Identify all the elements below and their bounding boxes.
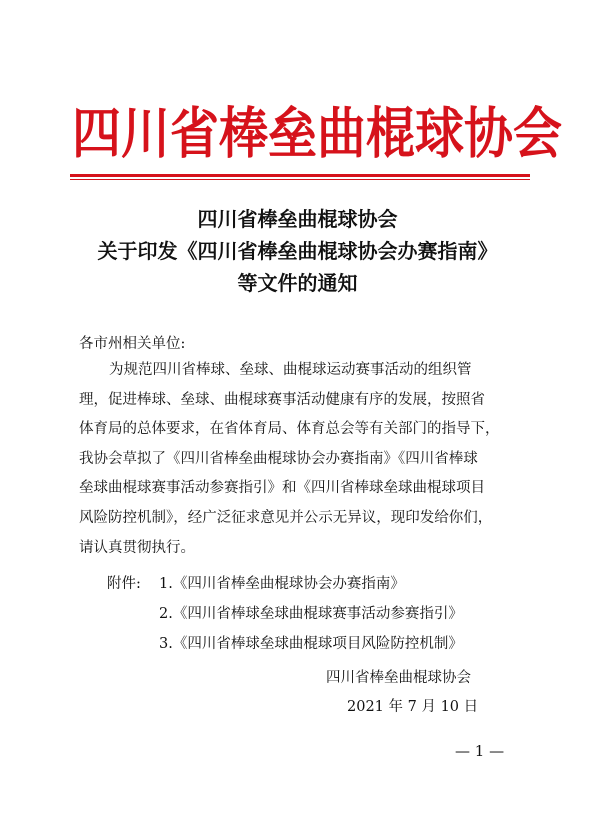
body-line: 请认真贯彻执行。: [79, 539, 195, 556]
notice-title-line-1: 四川省棒垒曲棍球协会: [197, 207, 398, 231]
masthead-rule-thin: [70, 179, 530, 180]
body-line: 垒球曲棍球赛事活动参赛指引》和《四川省棒球垒球曲棍球项目: [79, 480, 485, 497]
body-line: 为规范四川省棒球、垒球、曲棍球运动赛事活动的组织管: [109, 362, 472, 378]
masthead-title: 四川省棒垒曲棍球协会: [72, 101, 563, 167]
body-line: 理，促进棒球、垒球、曲棍球赛事活动健康有序的发展，按照省: [79, 391, 485, 408]
notice-title-line-2: 关于印发《四川省棒垒曲棍球协会办赛指南》: [97, 239, 498, 263]
masthead-rule-thick: [70, 174, 530, 177]
attachment-item-2: 2.《四川省棒球垒球曲棍球赛事活动参赛指引》: [159, 606, 463, 622]
salutation: 各市州相关单位:: [79, 336, 186, 352]
notice-title-line-3: 等文件的通知: [237, 271, 358, 295]
attachments-label: 附件:: [107, 576, 141, 592]
page-number: — 1 —: [455, 742, 505, 760]
attachment-item-1: 1.《四川省棒垒曲棍球协会办赛指南》: [159, 576, 405, 592]
signature-organization: 四川省棒垒曲棍球协会: [326, 670, 471, 686]
body-line: 我协会草拟了《四川省棒垒曲棍球协会办赛指南》《四川省棒球: [79, 450, 478, 467]
attachment-item-3: 3.《四川省棒球垒球曲棍球项目风险防控机制》: [159, 636, 463, 652]
body-line: 体育局的总体要求，在省体育局、体育总会等有关部门的指导下，: [79, 421, 500, 438]
body-paragraph: [79, 360, 519, 567]
body-line: 风险防控机制》，经广泛征求意见并公示无异议，现印发给你们，: [79, 509, 493, 526]
signature-date: 2021 年 7 月 10 日: [347, 699, 479, 715]
